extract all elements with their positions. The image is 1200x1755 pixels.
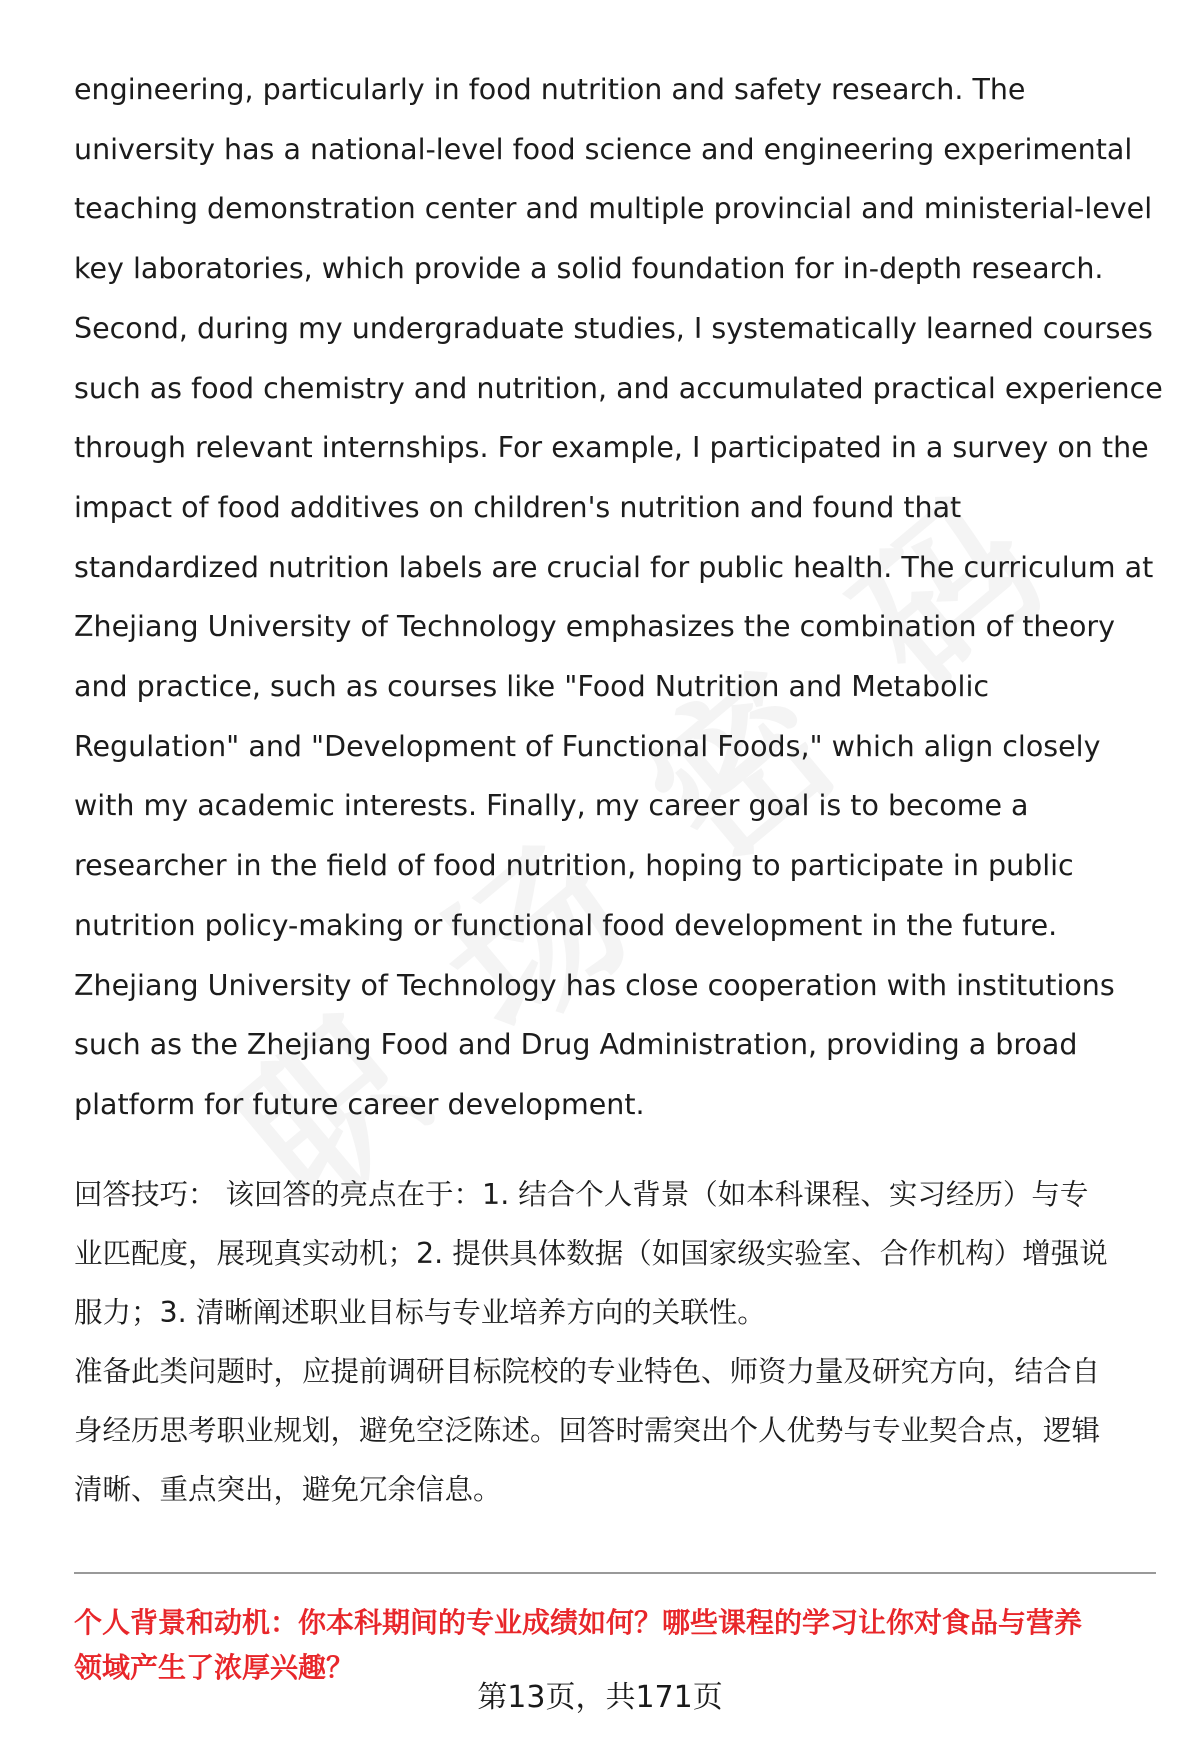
tips-line: 业匹配度，展现真实动机；2. 提供具体数据（如国家级实验室、合作机构）增强说 [74, 1237, 1108, 1270]
tips-line: 准备此类问题时，应提前调研目标院校的专业特色、师资力量及研究方向，结合自 [74, 1355, 1101, 1388]
answer-line: Zhejiang University of Technology emphasizes the combination of theory [74, 610, 1115, 644]
tips-line: 清晰、重点突出，避免冗余信息。 [74, 1473, 502, 1506]
answer-line: Regulation" and "Development of Functional Foods," which align closely [74, 729, 1101, 763]
answer-line: Zhejiang University of Technology has close cooperation with institutions [74, 968, 1115, 1002]
answer-line: impact of food additives on children's nutrition and found that [74, 490, 962, 524]
answer-line: nutrition policy-making or functional food development in the future. [74, 908, 1058, 942]
question-line: 领域产生了浓厚兴趣？ [74, 1651, 355, 1684]
answer-line: and practice, such as courses like "Food Nutrition and Metabolic [74, 670, 990, 704]
section-divider [74, 1572, 1156, 1574]
answer-line: university has a national-level food science and engineering experimental [74, 132, 1133, 166]
tips-line: 身经历思考职业规划，避免空泛陈述。回答时需突出个人优势与专业契合点，逻辑 [74, 1414, 1101, 1447]
answer-tips [74, 1165, 1154, 1519]
answer-line: engineering, particularly in food nutrition and safety research. The [74, 73, 1026, 106]
answer-line: Second, during my undergraduate studies, I systematically learned courses [74, 311, 1153, 345]
tips-line: 回答技巧： 该回答的亮点在于：1. 结合个人背景（如本科课程、实习经历）与专 [74, 1178, 1089, 1211]
answer-line: standardized nutrition labels are crucial for public health. The curriculum at [74, 550, 1154, 584]
answer-line: teaching demonstration center and multiple provincial and ministerial-level [74, 192, 1153, 226]
question-line: 个人背景和动机：你本科期间的专业成绩如何？哪些课程的学习让你对食品与营养 [74, 1606, 1083, 1639]
answer-line: such as food chemistry and nutrition, and accumulated practical experience [74, 371, 1163, 405]
answer-paragraph [74, 60, 1163, 1135]
answer-line: such as the Zhejiang Food and Drug Administration, providing a broad [74, 1028, 1078, 1062]
tips-line: 服力；3. 清晰阐述职业目标与专业培养方向的关联性。 [74, 1296, 766, 1329]
answer-line: with my academic interests. Finally, my career goal is to become a [74, 789, 1029, 823]
page-number: 第13页，共171页 [477, 1680, 723, 1715]
answer-line: through relevant internships. For example, I participated in a survey on the [74, 431, 1149, 465]
answer-line: platform for future career development. [74, 1087, 645, 1121]
answer-line: key laboratories, which provide a solid foundation for in-depth research. [74, 252, 1104, 286]
answer-line: researcher in the field of food nutrition, hoping to participate in public [74, 849, 1074, 883]
